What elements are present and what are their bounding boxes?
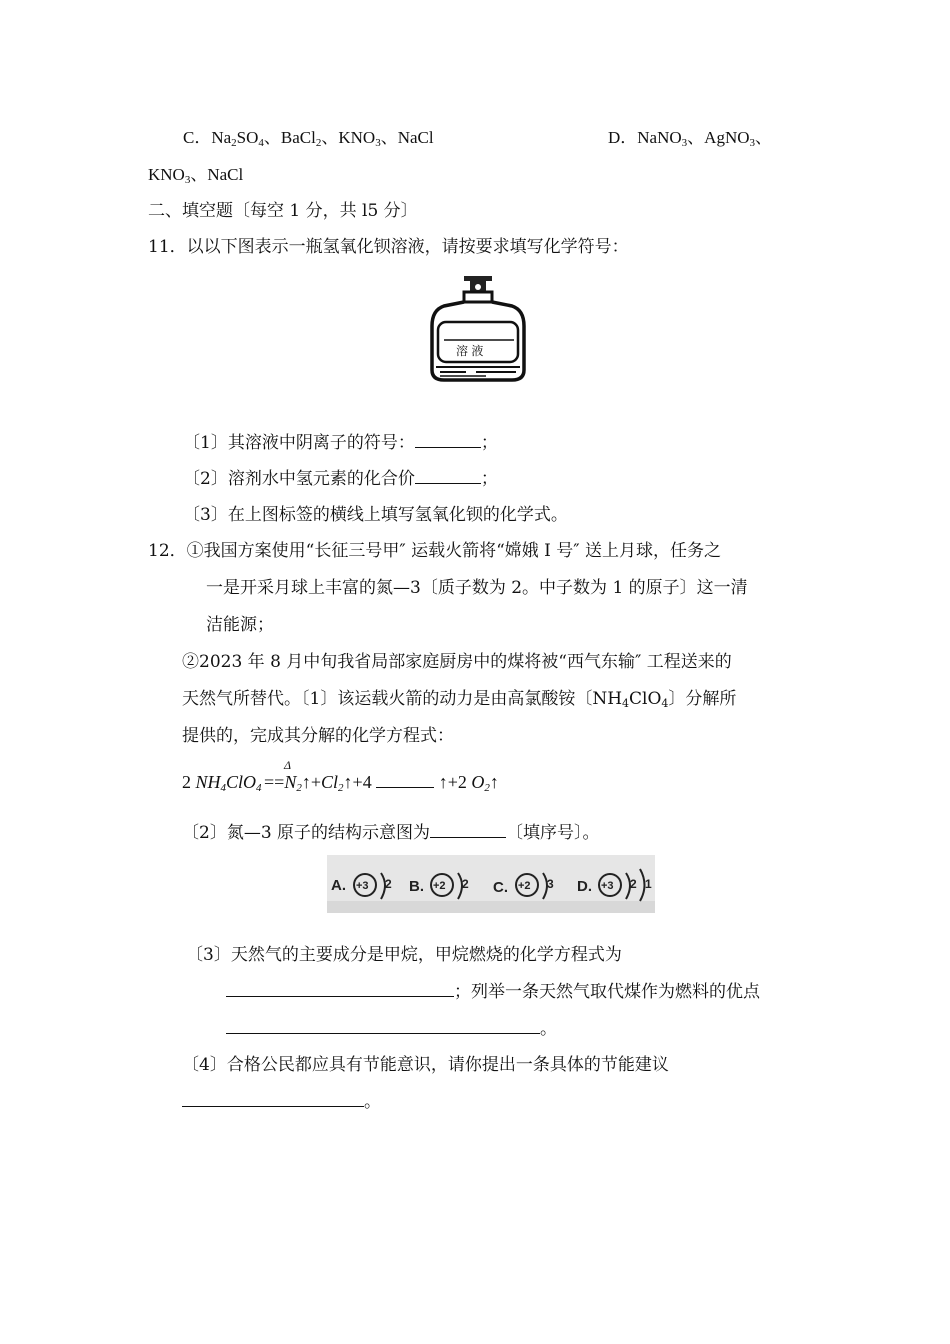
svg-text:+2: +2 bbox=[518, 880, 531, 892]
answer-blank[interactable] bbox=[376, 773, 434, 788]
q12-sub3-line2: ；列举一条天然气取代煤作为燃料的优点 bbox=[226, 981, 760, 1003]
svg-text:+2: +2 bbox=[433, 880, 446, 892]
gas-arrow-icon: ↑ bbox=[301, 772, 311, 792]
option-d-diagram-label: D. bbox=[577, 878, 592, 895]
answer-blank[interactable] bbox=[226, 1019, 540, 1034]
option-d-continued: $KNO_3$、NaCl bbox=[148, 165, 244, 186]
q11-sub2: 〔2〕溶剂水中氢元素的化合价 ； bbox=[183, 469, 498, 489]
svg-text:+3: +3 bbox=[601, 880, 614, 892]
q11-stem: 11．以以下图表示一瓶氢氧化钡溶液，请按要求填写化学符号： bbox=[148, 237, 629, 257]
svg-text:1: 1 bbox=[645, 877, 652, 891]
option-d-label: D． bbox=[608, 128, 638, 147]
svg-text:2: 2 bbox=[630, 877, 637, 891]
gas-arrow-icon: ↑ bbox=[438, 772, 448, 792]
answer-blank[interactable] bbox=[415, 433, 481, 448]
section-title: 二、填空题〔每空 1 分，共 l5 分〕 bbox=[148, 201, 418, 221]
q12-line4: ②2023 年 8 月中旬我省局部家庭厨房中的煤将被“西气东输″ 工程送来的 bbox=[182, 652, 732, 672]
svg-text:2: 2 bbox=[462, 877, 469, 891]
q12-line6: 提供的，完成其分解的化学方程式： bbox=[182, 726, 454, 746]
q11-sub1: 〔1〕其溶液中阴离子的符号： ； bbox=[183, 433, 498, 453]
svg-text:+3: +3 bbox=[356, 880, 369, 892]
q11-sub3: 〔3〕在上图标签的横线上填写氢氧化钡的化学式。 bbox=[183, 505, 568, 525]
answer-blank[interactable] bbox=[182, 1092, 364, 1107]
gas-arrow-icon: ↑ bbox=[489, 772, 499, 792]
svg-text:2: 2 bbox=[385, 877, 392, 891]
svg-text:3: 3 bbox=[547, 877, 554, 891]
q12-sub4-line1: 〔4〕合格公民都应具有节能意识，请你提出一条具体的节能建议 bbox=[182, 1055, 669, 1075]
answer-blank[interactable] bbox=[415, 469, 481, 484]
atom-structure-diagram bbox=[327, 855, 655, 913]
answer-blank[interactable] bbox=[226, 982, 454, 997]
q12-sub3-line3: 。 bbox=[226, 1018, 557, 1040]
q12-sub3-line1: 〔3〕天然气的主要成分是甲烷，甲烷燃烧的化学方程式为 bbox=[186, 945, 622, 965]
q12-line3: 洁能源； bbox=[206, 615, 274, 635]
option-d: D．NaNO$_3$、AgNO$_3$、 bbox=[608, 128, 773, 149]
bottle-label-text: 溶 液 bbox=[456, 344, 484, 358]
q12-sub2: 〔2〕氮—3 原子的结构示意图为 〔填序号〕。 bbox=[182, 823, 600, 843]
option-c-diagram-label: C. bbox=[493, 879, 508, 896]
q12-sub4-line2: 。 bbox=[182, 1091, 381, 1113]
decomposition-equation: 2 $NH_4ClO_4$ $==N_2↑+Cl_2↑+4$ ↑+2 $O_2↑$ bbox=[182, 772, 499, 794]
gas-arrow-icon: ↑ bbox=[343, 772, 353, 792]
heat-symbol: Δ bbox=[284, 758, 292, 772]
q12-line2: 一是开采月球上丰富的氮—3〔质子数为 2。中子数为 1 的原子〕这一清 bbox=[206, 578, 748, 598]
option-b-label: B. bbox=[409, 878, 424, 895]
q12-line1: 12．①我国方案使用“长征三号甲″ 运载火箭将“嫦娥 I 号″ 送上月球，任务之 bbox=[148, 541, 722, 561]
option-a-label: A. bbox=[331, 877, 346, 894]
option-c-label: C． bbox=[183, 128, 212, 147]
option-c: C．$Na_2SO_4$、BaCl$_2$、$KNO_3$、NaCl bbox=[183, 128, 434, 149]
bottle-icon bbox=[426, 274, 526, 386]
answer-blank[interactable] bbox=[430, 823, 506, 838]
bottle-figure bbox=[426, 274, 526, 386]
q12-line5: 天然气所替代。〔1〕该运载火箭的动力是由高氯酸铵〔$NH_4ClO_4$〕分解所 bbox=[182, 689, 737, 710]
